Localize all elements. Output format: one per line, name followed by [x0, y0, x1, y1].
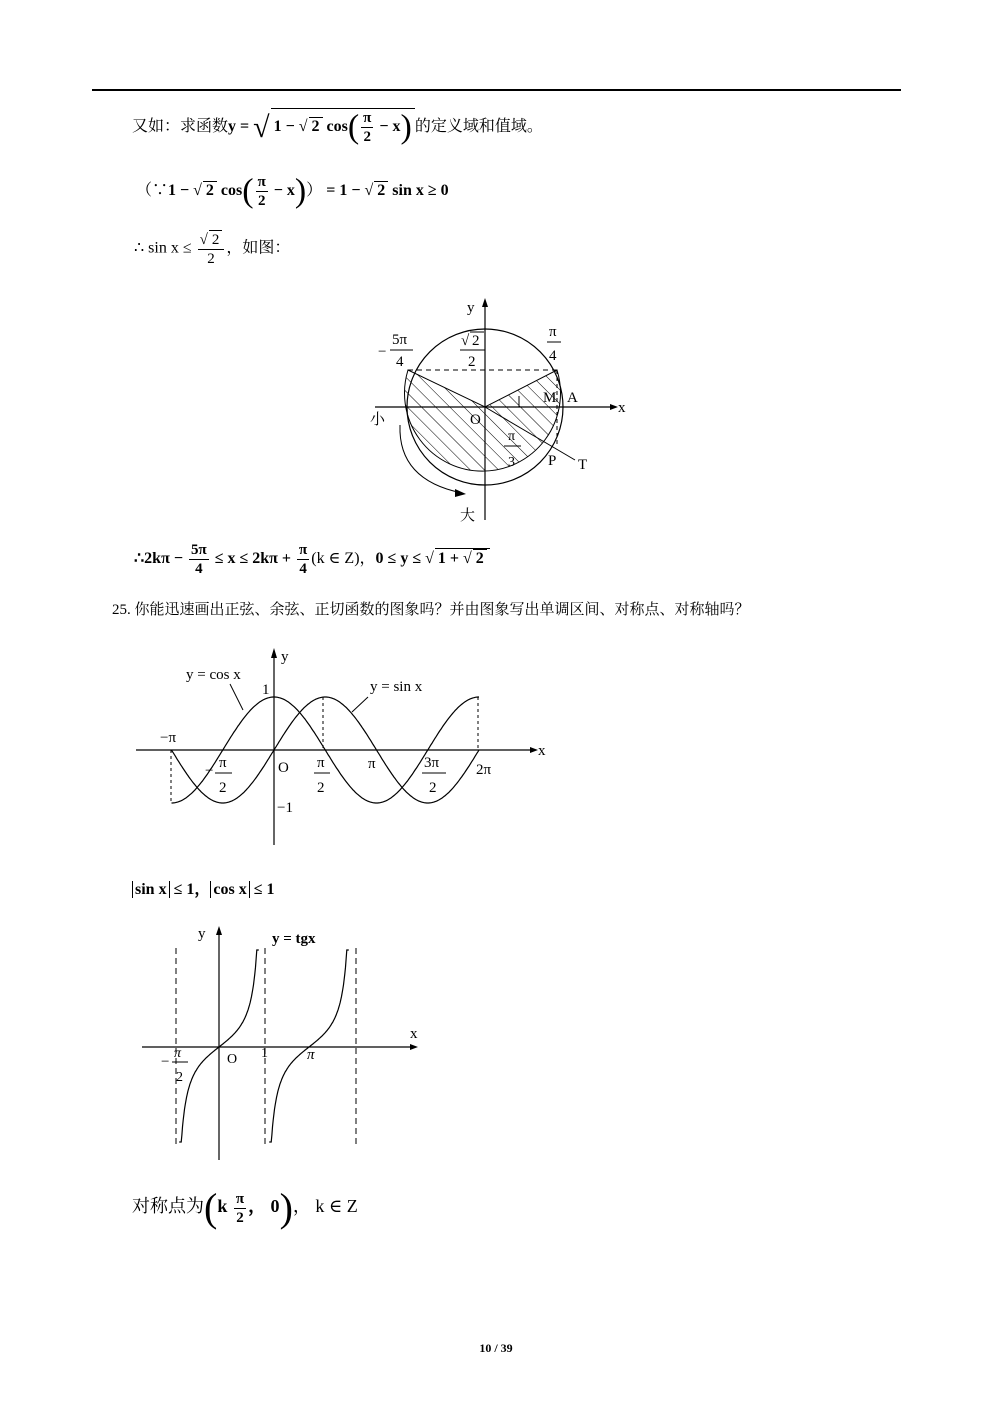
tan-graph	[135, 920, 425, 1165]
intro-y-eq: y =	[228, 118, 250, 136]
svg-text:−π: −π	[160, 730, 177, 746]
intro-sqrt: 1 − √ 2 cos( $\frac{\pi}{2}$ − x)	[271, 108, 415, 146]
svg-text:y: y	[281, 649, 289, 665]
point-M: M	[543, 390, 557, 406]
tan-branch-2	[269, 950, 349, 1142]
svg-text:−1: −1	[277, 800, 293, 816]
svg-text:1: 1	[261, 1046, 268, 1061]
svg-text:−: −	[378, 344, 387, 360]
svg-text:4: 4	[396, 354, 404, 370]
intro-label: 又如：求函数	[132, 118, 229, 136]
svg-text:2: 2	[219, 780, 227, 796]
point-A: A	[567, 390, 578, 406]
svg-text:2: 2	[176, 1070, 183, 1085]
svg-text:1: 1	[262, 682, 270, 698]
svg-text:3: 3	[508, 455, 515, 470]
sin-cos-graph	[130, 640, 560, 850]
svg-text:大: 大	[460, 508, 476, 524]
svg-text:O: O	[227, 1052, 238, 1067]
svg-text:3π: 3π	[424, 755, 440, 771]
svg-text:π: π	[549, 324, 557, 340]
svg-text:π: π	[174, 1046, 182, 1061]
tan-title: y = tgx	[272, 931, 316, 947]
svg-text:−: −	[205, 763, 214, 779]
svg-text:2: 2	[429, 780, 437, 796]
symmetry-line: 对称点为(k $\frac{\pi}{2}$ ， 0)， k ∈ Z	[132, 1185, 358, 1230]
svg-text:2: 2	[468, 354, 476, 370]
shaded-region	[404, 370, 560, 471]
sin-label: y = sin x	[370, 679, 423, 695]
svg-text:y: y	[198, 926, 206, 942]
svg-text:−: −	[161, 1054, 170, 1070]
intro-suffix: 的定义域和值域。	[414, 118, 543, 136]
svg-text:π: π	[368, 756, 376, 772]
intro-line: 又如：求函数y = √ 1 − √ 2 cos( $\frac{\pi}{2}$ − x) 的定义域和值域。	[132, 108, 543, 146]
header-rule	[92, 89, 901, 91]
svg-text:x: x	[410, 1026, 418, 1042]
svg-text:π: π	[508, 429, 516, 444]
svg-text:π: π	[317, 755, 325, 771]
point-T: T	[578, 457, 588, 473]
origin-O: O	[470, 412, 481, 428]
svg-text:2: 2	[317, 780, 325, 796]
abs-bounds-line: sin x ≤ 1， cos x ≤ 1	[132, 876, 274, 899]
therefore2-line: ∴2kπ − $\frac{5\pi}{4}$ ≤ x ≤ 2kπ + $\frac{\pi}{4}$ (k ∈ Z)，0 ≤ y ≤ √ 1 + √ 2	[134, 541, 490, 578]
therefore1-line: ∴ sin x ≤ $\frac{√ 2}{2}$ ，如图：	[134, 232, 291, 267]
point-P: P	[548, 453, 557, 469]
page-number: 10 / 39	[479, 1341, 513, 1355]
question-25: 25. 你能迅速画出正弦、余弦、正切函数的图象吗？并由图象写出单调区间、对称点、对称轴吗？	[112, 602, 750, 618]
x-axis-label: x	[618, 400, 626, 416]
svg-text:5π: 5π	[392, 332, 408, 348]
svg-text:√: √	[461, 333, 470, 349]
svg-text:2: 2	[472, 333, 480, 349]
because-line: （∵1 − √ 2 cos( $\frac{\pi}{2}$ − x)） = 1 − √ 2 sin x ≥ 0	[136, 172, 449, 210]
svg-text:4: 4	[549, 348, 557, 364]
svg-text:π: π	[219, 755, 227, 771]
y-axis-label: y	[467, 300, 475, 316]
svg-text:2π: 2π	[476, 762, 492, 778]
svg-text:π: π	[307, 1047, 315, 1063]
unit-circle-diagram	[362, 292, 642, 527]
svg-text:小: 小	[370, 412, 386, 428]
svg-text:O: O	[278, 760, 289, 776]
cos-label: y = cos x	[186, 667, 241, 683]
svg-text:x: x	[538, 743, 546, 759]
